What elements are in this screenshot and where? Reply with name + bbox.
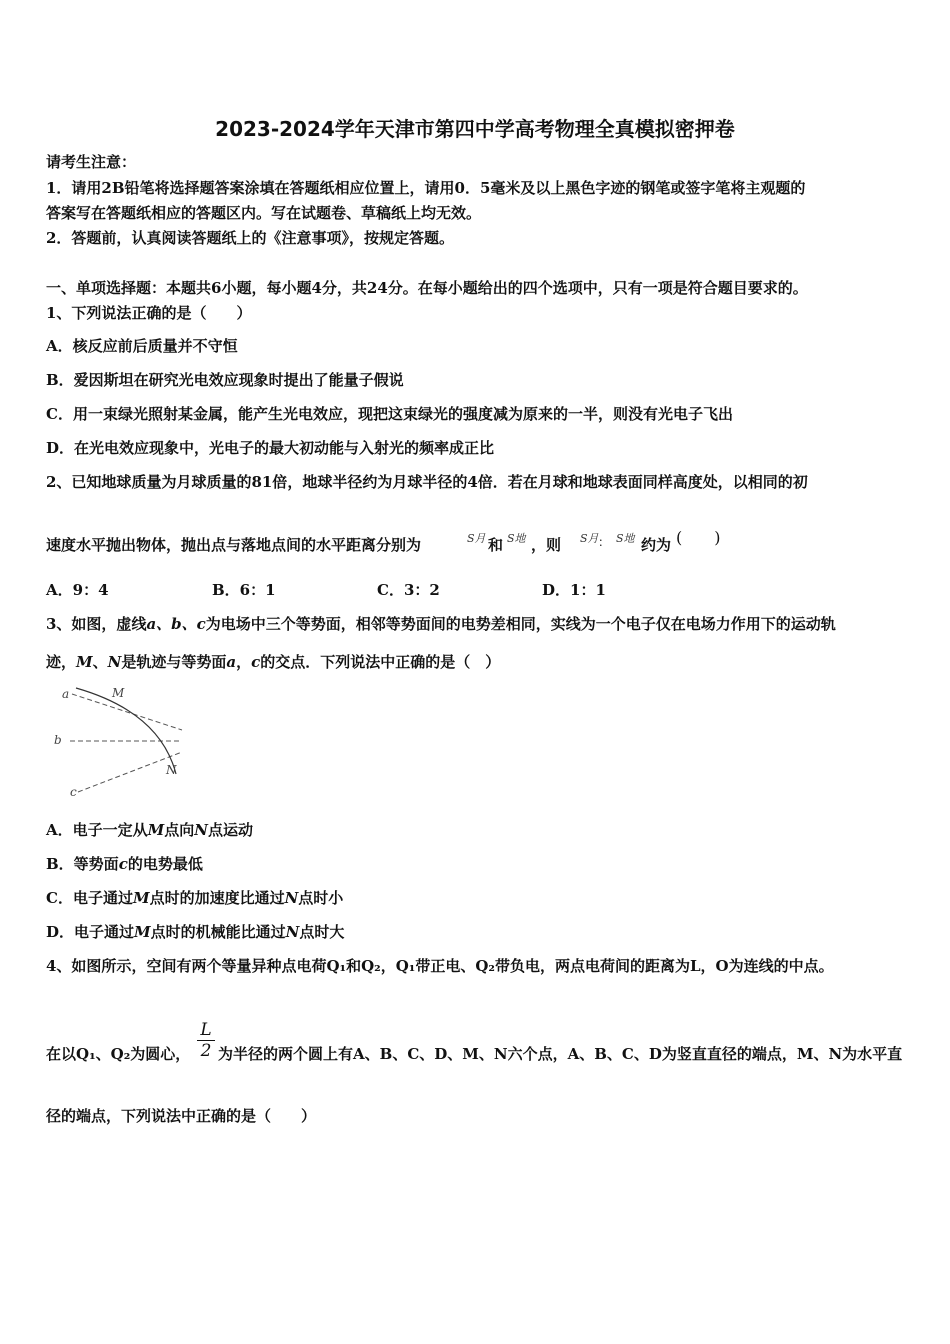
q2-option-b: B．6：1 bbox=[212, 581, 276, 599]
q2-stem-line-1: 2、已知地球质量为月球质量的81倍，地球半径约为月球半径的4倍．若在月球和地球表面同样高度处，以相同的初 bbox=[46, 473, 808, 491]
electron-trajectory bbox=[76, 688, 176, 774]
equipotential-line-a bbox=[72, 694, 182, 730]
q2-option-a: A．9：4 bbox=[46, 581, 109, 599]
q2-stem-line-2: 速度水平抛出物体，抛出点与落地点间的水平距离分别为 bbox=[46, 536, 422, 554]
q2-approx: 约为 bbox=[641, 536, 672, 554]
q2-symbol-s-earth: S地 bbox=[507, 532, 526, 545]
q2-option-d: D．1：1 bbox=[542, 581, 606, 599]
q1-option-b: B．爱因斯坦在研究光电效应现象时提出了能量子假说 bbox=[46, 371, 404, 389]
q4-stem-line-2-prefix: 在以Q₁、Q₂为圆心， bbox=[46, 1045, 191, 1063]
q2-and: 和 bbox=[488, 536, 504, 554]
q2-colon: ： bbox=[598, 535, 611, 549]
equipotential-figure bbox=[50, 684, 190, 800]
fraction-l-over-2 bbox=[197, 1020, 215, 1061]
q1-option-a: A．核反应前后质量并不守恒 bbox=[46, 337, 238, 355]
q4-stem-line-3: 径的端点，下列说法中正确的是（ ） bbox=[46, 1107, 317, 1125]
q3-option-b: B．等势面c的电势最低 bbox=[46, 855, 203, 873]
q1-option-d: D．在光电效应现象中，光电子的最大初动能与入射光的频率成正比 bbox=[46, 439, 495, 457]
q2-option-c: C．3：2 bbox=[377, 581, 440, 599]
q3-option-a: A．电子一定从M点向N点运动 bbox=[46, 821, 253, 839]
q2-then: ，则 bbox=[531, 536, 562, 554]
page-title: 2023-2024学年天津市第四中学高考物理全真模拟密押卷 bbox=[215, 117, 735, 141]
notice-heading: 请考生注意： bbox=[46, 153, 137, 171]
fraction-denominator: 2 bbox=[200, 1041, 212, 1061]
notice-line-1: 1．请用2B铅笔将选择题答案涂填在答题纸相应位置上，请用0．5毫米及以上黑色字迹的钢笔或签字笔将主观题的 bbox=[46, 179, 806, 197]
q2-answer-paren: ( ) bbox=[676, 528, 721, 547]
q2-symbol-s-moon: S月 bbox=[467, 532, 486, 545]
fraction-numerator: L bbox=[197, 1020, 215, 1041]
q3-stem-line-2: 迹，M、N是轨迹与等势面a，c的交点．下列说法中正确的是（ ） bbox=[46, 653, 501, 671]
q2-symbol-s-moon-2: S月 bbox=[580, 532, 599, 545]
notice-line-2: 答案写在答题纸相应的答题区内。写在试题卷、草稿纸上均无效。 bbox=[46, 204, 482, 222]
q2-symbol-s-earth-2: S地 bbox=[616, 532, 635, 545]
label-c: c bbox=[70, 785, 77, 799]
q1-stem: 1、下列说法正确的是（ ） bbox=[46, 304, 252, 322]
label-m: M bbox=[112, 686, 125, 700]
label-n: N bbox=[166, 763, 177, 777]
section-header: 一、单项选择题：本题共6小题，每小题4分，共24分。在每小题给出的四个选项中，只有一项是符合题目要求的。 bbox=[46, 279, 808, 297]
label-a: a bbox=[62, 687, 70, 701]
q1-option-c: C．用一束绿光照射某金属，能产生光电效应，现把这束绿光的强度减为原来的一半，则没有光电子飞出 bbox=[46, 405, 733, 423]
q3-option-c: C．电子通过M点时的加速度比通过N点时小 bbox=[46, 889, 344, 907]
notice-line-3: 2．答题前，认真阅读答题纸上的《注意事项》，按规定答题。 bbox=[46, 229, 454, 247]
label-b: b bbox=[54, 733, 62, 747]
q3-stem-line-1: 3、如图，虚线a、b、c为电场中三个等势面，相邻等势面间的电势差相同，实线为一个电子仅在电场力作用下的运动轨 bbox=[46, 615, 836, 633]
q4-stem-line-1: 4、如图所示，空间有两个等量异种点电荷Q₁和Q₂，Q₁带正电、Q₂带负电，两点电荷间的距离为L，O为连线的中点。 bbox=[46, 957, 834, 975]
q3-option-d: D．电子通过M点时的机械能比通过N点时大 bbox=[46, 923, 345, 941]
q4-stem-line-2-suffix: 为半径的两个圆上有A、B、C、D、M、N六个点，A、B、C、D为竖直直径的端点，M、N为水平直 bbox=[218, 1045, 903, 1063]
